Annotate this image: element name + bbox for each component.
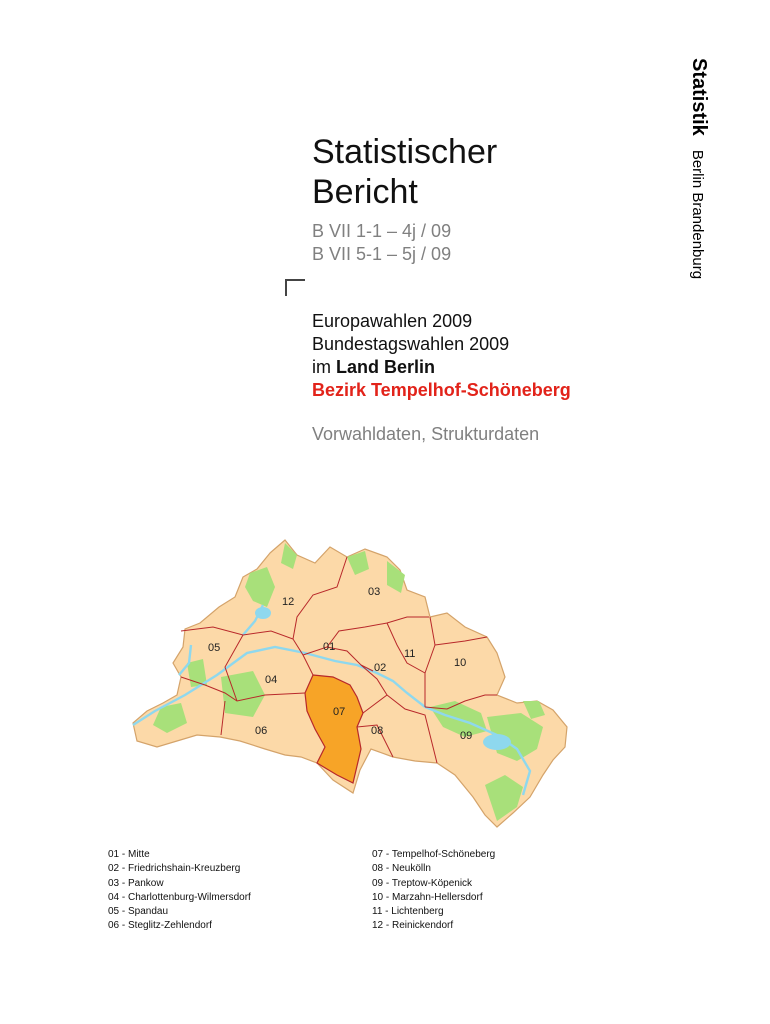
lake-tegel [255, 607, 271, 619]
map-label-08: 08 [371, 725, 384, 737]
legend-item: 03 - Pankow [108, 877, 164, 889]
map-label-05: 05 [208, 642, 221, 654]
district-name: Bezirk Tempelhof-Schöneberg [312, 380, 571, 400]
title-line1: Statistischer [312, 133, 498, 171]
subject-line1: Europawahlen 2009 [312, 311, 473, 331]
legend-item: 04 - Charlottenburg-Wilmersdorf [108, 891, 251, 903]
legend-right [372, 848, 495, 934]
legend-item: 10 - Marzahn-Hellersdorf [372, 891, 483, 903]
brand-main: Statistik [688, 58, 710, 136]
brand-vertical [672, 58, 712, 298]
code-line2: B VII 5-1 – 5j / 09 [312, 244, 452, 264]
legend-item: 06 - Steglitz-Zehlendorf [108, 920, 212, 932]
map-label-11: 11 [404, 648, 416, 660]
map-label-10: 10 [454, 657, 467, 669]
map-label-02: 02 [374, 662, 387, 674]
legend-item: 05 - Spandau [108, 906, 169, 918]
map-label-07: 07 [333, 706, 346, 718]
brand-sub: Berlin Brandenburg [689, 149, 706, 280]
map-label-09: 09 [460, 730, 473, 742]
map-label-06: 06 [255, 725, 268, 737]
lake-mueggelsee [483, 734, 511, 750]
subject-line3 [312, 356, 571, 379]
legend-item: 07 - Tempelhof-Schöneberg [372, 849, 496, 860]
map-label-04: 04 [265, 674, 278, 686]
corner-mark [285, 279, 305, 296]
report-subject [312, 310, 571, 402]
map-label-03: 03 [368, 586, 381, 598]
berlin-district-map [125, 535, 575, 835]
legend-left [108, 848, 251, 934]
legend-item: 01 - Mitte [108, 849, 150, 860]
report-title [312, 132, 497, 212]
legend-item: 11 - Lichtenberg [372, 906, 444, 918]
data-type-line: Vorwahldaten, Strukturdaten [312, 424, 540, 444]
legend-item: 02 - Friedrichshain-Kreuzberg [108, 863, 241, 875]
subject-line3-prefix: im [312, 357, 336, 377]
code-line1: B VII 1-1 – 4j / 09 [312, 221, 452, 241]
title-line2: Bericht [312, 173, 418, 211]
report-codes [312, 220, 451, 266]
map-label-01: 01 [323, 641, 336, 653]
legend-item: 12 - Reinickendorf [372, 920, 454, 932]
legend-item: 08 - Neukölln [372, 863, 431, 875]
subject-line3-bold: Land Berlin [336, 357, 436, 377]
map-label-12: 12 [282, 596, 295, 608]
subject-line2: Bundestagswahlen 2009 [312, 334, 510, 354]
legend-item: 09 - Treptow-Köpenick [372, 877, 473, 889]
